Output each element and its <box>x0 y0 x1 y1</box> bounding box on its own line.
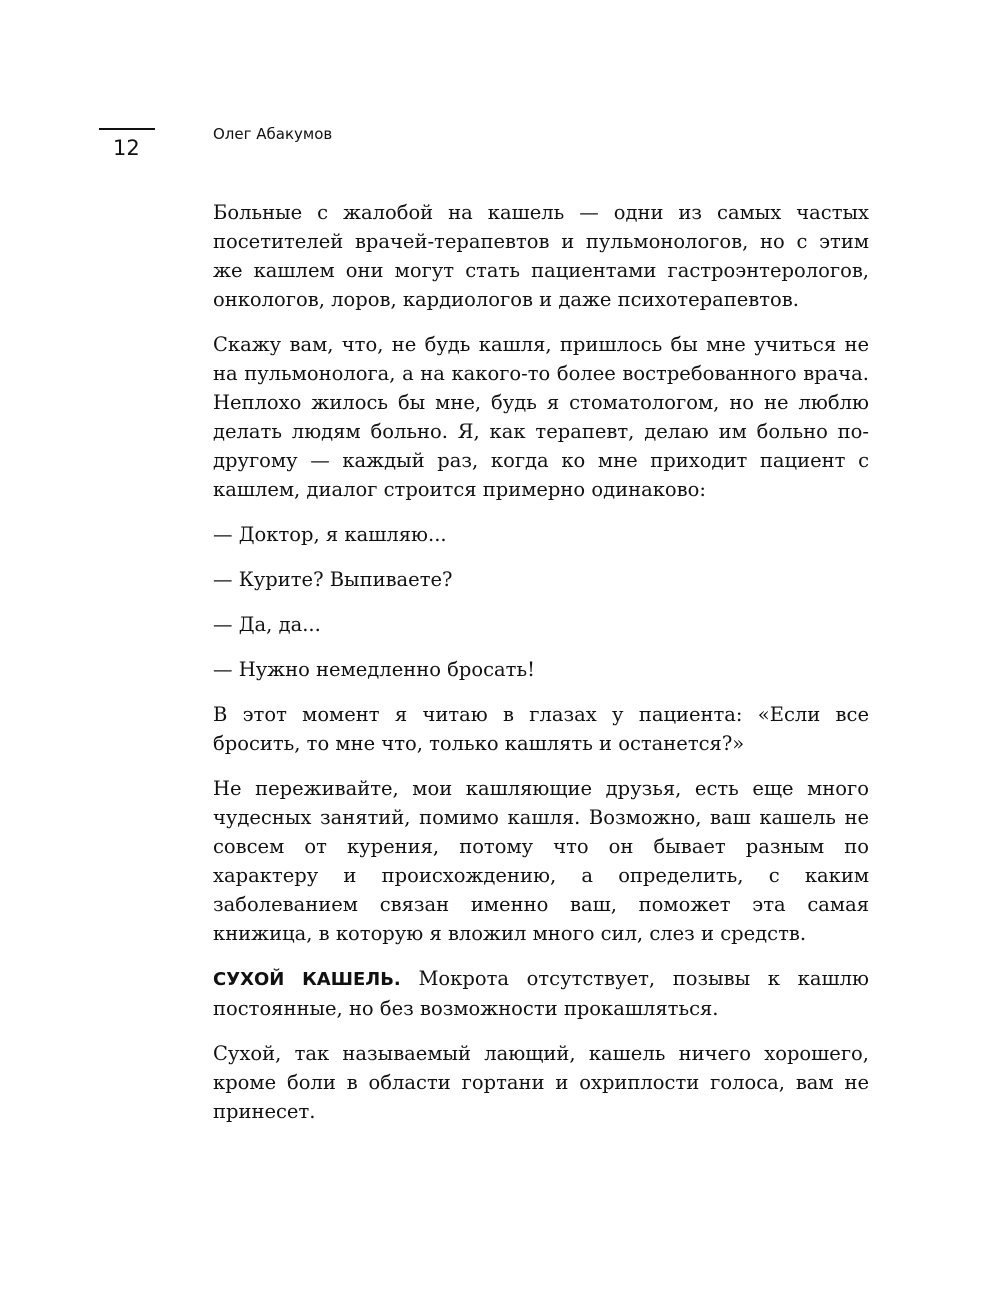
paragraph-1: Больные с жалобой на кашель — одни из самых частых посетителей врачей-терапевтов и пульмонологов, но с этим же кашлем они могут стать пациентами гастроэнтерологов, онкологов, лоров, кардиологов и даже психотерапевтов. <box>213 201 869 311</box>
dialog-line-4: — Нужно немедленно бросать! <box>213 658 535 681</box>
term-dry-cough: СУХОЙ КАШЕЛЬ. <box>213 969 401 990</box>
paragraph-6: Сухой, так называемый лающий, кашель ничего хорошего, кроме боли в области гортани и охриплости голоса, вам не принесет. <box>213 1042 869 1123</box>
paragraph-3: В этот момент я читаю в глазах у пациента: «Если все бросить, то мне что, только кашлять и останется?» <box>213 703 869 755</box>
paragraph-5-text: Мокрота отсутствует, позывы к кашлю постоянные, но без возможности прокашляться. <box>213 967 869 1020</box>
dialog-line-3: — Да, да... <box>213 613 321 636</box>
page-number: 12 <box>113 136 140 160</box>
running-head-author: Олег Абакумов <box>213 125 333 143</box>
paragraph-2: Скажу вам, что, не будь кашля, пришлось бы мне учиться не на пульмонолога, а на какого-то более востребованного врача. Неплохо жилось бы мне, будь я стоматологом, но не люблю делать людям больно. Я, как терапевт, делаю им больно по-другому — каждый раз, когда ко мне приходит пациент с кашлем, диалог строится примерно одинаково: <box>213 333 869 501</box>
page-number-rule <box>99 128 155 130</box>
paragraph-5 <box>213 964 869 1023</box>
dialog-line-1: — Доктор, я кашляю... <box>213 523 447 546</box>
paragraph-4: Не переживайте, мои кашляющие друзья, есть еще много чудесных занятий, помимо кашля. Возможно, ваш кашель не совсем от курения, потому что он бывает разным по характеру и происхождению, а определить, с каким заболеванием связан именно ваш, поможет эта самая книжица, в которую я вложил много сил, слез и средств. <box>213 777 869 945</box>
main-text <box>213 198 869 1142</box>
dialog-line-2: — Курите? Выпиваете? <box>213 568 453 591</box>
